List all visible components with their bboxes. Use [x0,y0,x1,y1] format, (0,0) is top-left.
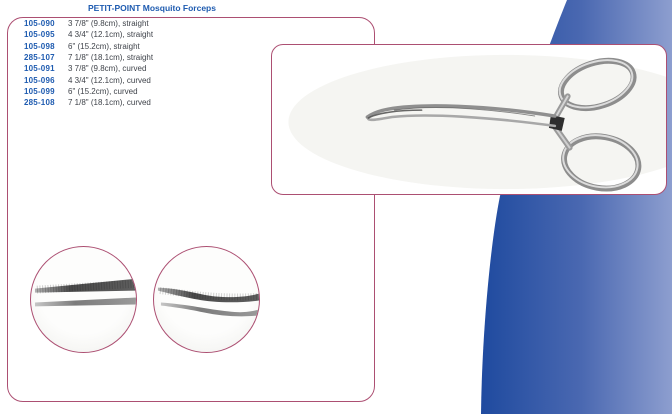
product-description: 6" (15.2cm), curved [68,86,138,96]
product-code: 285-107 [24,53,55,63]
product-list [24,18,153,108]
product-description: 3 7/8" (9.8cm), straight [68,19,149,29]
product-code: 105-090 [24,19,55,29]
product-description: 3 7/8" (9.8cm), curved [68,64,147,74]
product-row [24,41,153,52]
product-description: 7 1/8" (18.1cm), straight [68,53,154,63]
product-row [24,29,153,40]
product-code: 105-096 [24,75,55,85]
detail-circle-straight-tips [30,246,137,353]
curved-tips-image [154,247,259,352]
mosquito-forceps-photo [272,45,666,194]
product-photo-panel [271,44,667,195]
detail-circle-curved-tips [153,246,260,353]
product-row [24,63,153,74]
product-code: 105-095 [24,30,55,40]
product-row [24,18,153,29]
product-description: 4 3/4" (12.1cm), curved [68,75,151,85]
product-row [24,97,153,108]
product-code: 105-099 [24,86,55,96]
product-code: 285-108 [24,98,55,108]
product-row [24,52,153,63]
product-description: 4 3/4" (12.1cm), straight [68,30,154,40]
product-description: 6" (15.2cm), straight [68,41,140,51]
page-title: PETIT-POINT Mosquito Forceps [88,3,216,13]
product-description: 7 1/8" (18.1cm), curved [68,98,151,108]
product-row [24,74,153,85]
product-code: 105-091 [24,64,55,74]
product-code: 105-098 [24,41,55,51]
product-row [24,86,153,97]
straight-tips-image [31,247,136,352]
